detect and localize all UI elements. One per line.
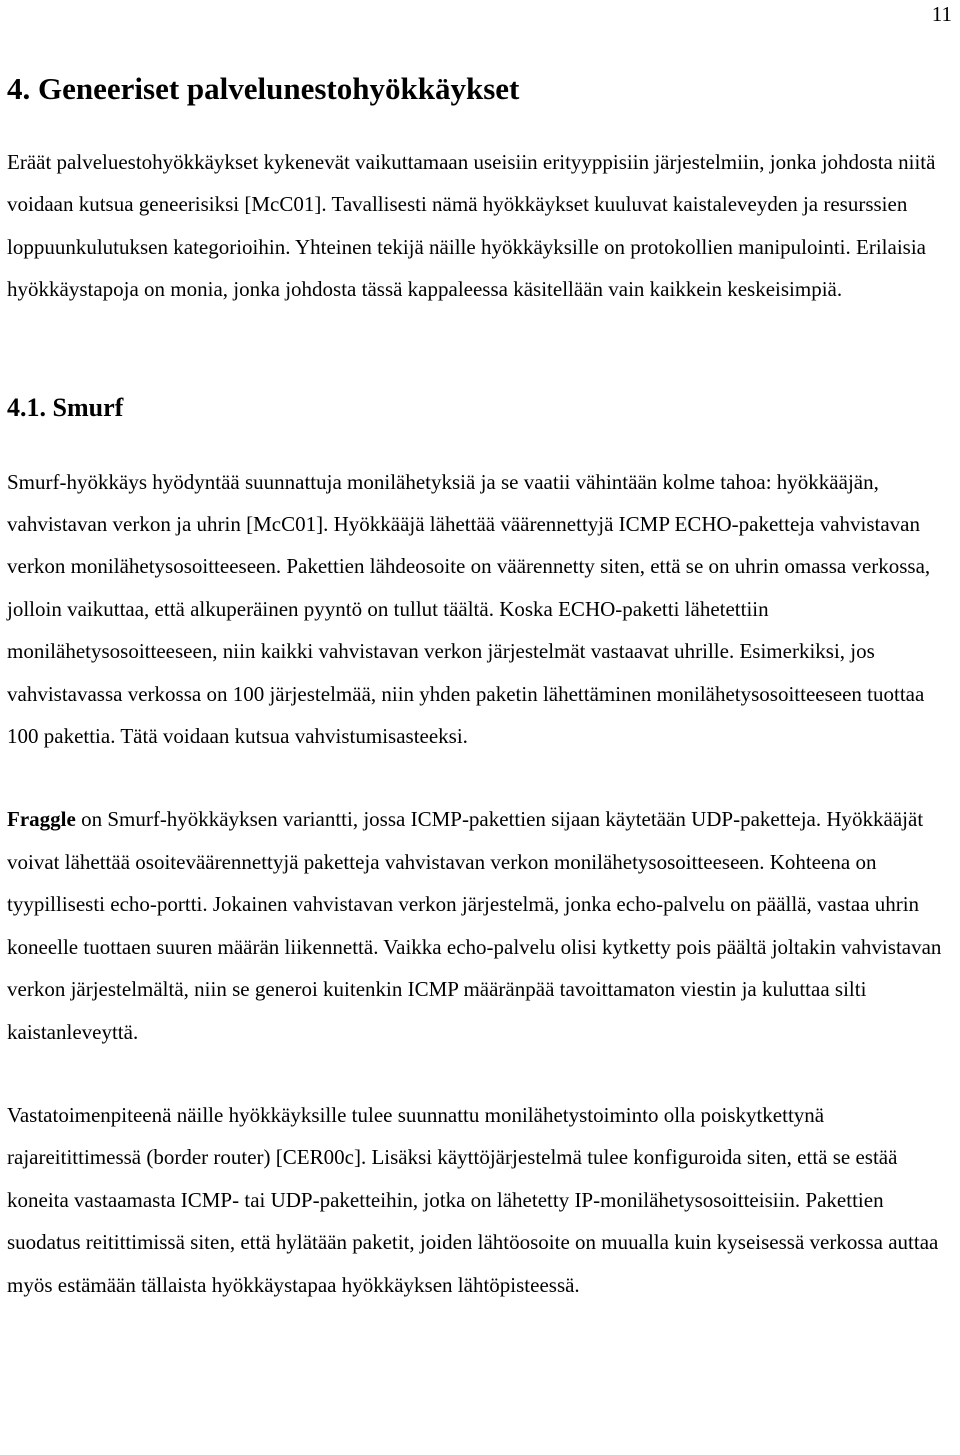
section-title: 4.1. Smurf — [7, 392, 124, 422]
chapter-title: 4. Geneeriset palvelunestohyökkäykset — [7, 71, 520, 106]
spacer — [7, 311, 957, 387]
smurf-paragraph: Smurf-hyökkäys hyödyntää suunnattuja monilähetyksiä ja se vaatii vähintään kolme tahoa: hyökkääjän, vahvistavan verkon ja uhrin [McC01]. Hyökkääjä lähettää väärennettyjä ICMP ECHO-paketteja vahvistavan verkon monilähetysosoitteeseen. Pakettien lähdeosoite on väärennetty siten, että se on uhrin omassa verkossa, jolloin vaikuttaa, että alkuperäinen pyyntö on tullut täältä. Koska ECHO-paketti lähetettiin monilähetysosoitteeseen, niin kaikki vahvistavan verkon järjestelmät vastaavat uhrille. Esimerkiksi, jos vahvistavassa verkossa on 100 järjestelmää, niin yhden paketin lähettäminen monilähetysosoitteeseen tuottaa 100 pakettia. Tätä voidaan kutsua vahvistumisasteeksi. — [7, 469, 931, 749]
spacer — [7, 757, 957, 798]
intro-paragraph: Eräät palveluestohyökkäykset kykenevät vaikuttamaan useisiin erityyppisiin järjestelmiin, jonka johdosta niitä voidaan kutsua geneerisiksi [McC01]. Tavallisesti nämä hyökkäykset kuuluvat kaistaleveyden ja resurssien loppuunkulutuksen kategorioihin. Yhteinen tekijä näille hyökkäyksille on protokollien manipulointi. Erilaisia hyökkäystapoja on monia, jonka johdosta tässä kappaleessa käsitellään vain kaikkein keskeisimpiä. — [7, 150, 936, 302]
page-number: 11 — [931, 2, 952, 26]
spacer — [7, 110, 957, 141]
spacer — [7, 429, 957, 461]
fraggle-term: Fraggle — [7, 807, 76, 832]
fraggle-paragraph — [7, 798, 957, 1052]
fraggle-text: on Smurf-hyökkäyksen variantti, jossa ICMP-pakettien sijaan käytetään UDP-paketteja. Hyökkääjät voivat lähettää osoiteväärennettyjä paketteja vahvistavan verkon monilähetysosoitteeseen. Kohteena on tyypillisesti echo-portti. Jokainen vahvistavan verkon järjestelmä, jonka echo-palvelu on päällä, vastaa uhrin koneelle tuottaen suuren määrän liikennettä. Vaikka echo-palvelu olisi kytketty pois päältä joltakin vahvistavan verkon järjestelmältä, niin se generoi kuitenkin ICMP määränpää tavoittamaton viestin ja kuluttaa silti kaistanleveyttä. — [7, 807, 942, 1044]
document-body — [7, 68, 957, 1306]
spacer — [7, 1053, 957, 1094]
countermeasure-paragraph: Vastatoimenpiteenä näille hyökkäyksille tulee suunnattu monilähetystoiminto olla poiskytkettynä rajareitittimessä (border router) [CER00c]. Lisäksi käyttöjärjestelmä tulee konfiguroida siten, että se estää koneita vastaamasta ICMP- tai UDP-paketteihin, jotka on lähetetty IP-monilähetysosoitteisiin. Pakettien suodatus reitittimissä siten, että hylätään paketit, joiden lähtöosoite on muualla kuin kyseisessä verkossa auttaa myös estämään tällaista hyökkäystapaa hyökkäyksen lähtöpisteessä. — [7, 1102, 939, 1297]
